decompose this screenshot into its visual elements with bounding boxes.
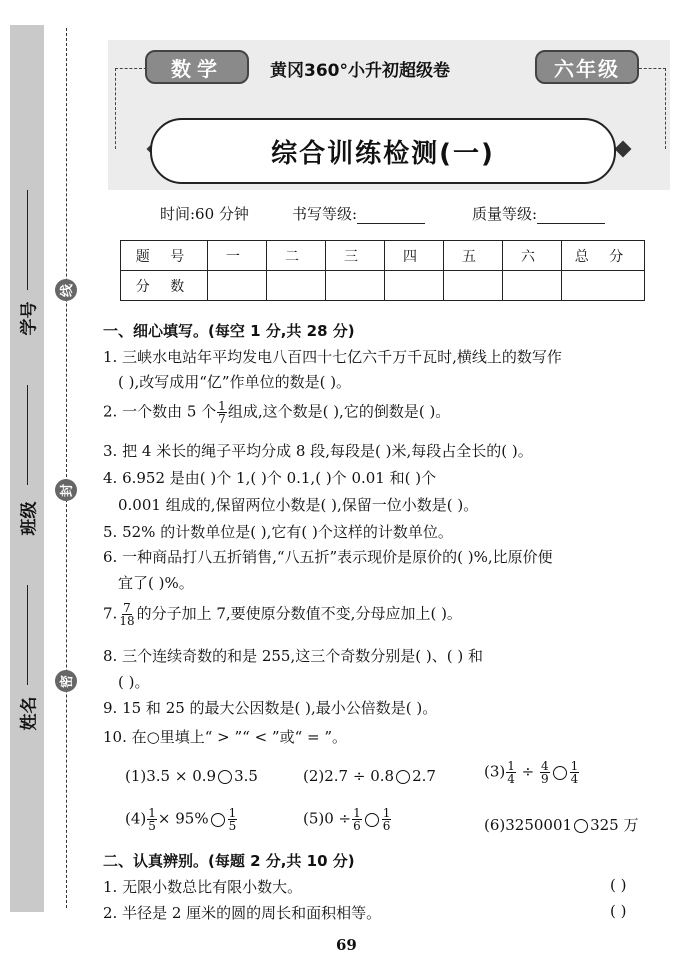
fraction-denominator: 18 bbox=[119, 614, 135, 628]
score-header-row bbox=[121, 241, 645, 271]
score-cell[interactable] bbox=[326, 271, 385, 301]
compare-circle[interactable] bbox=[211, 813, 225, 827]
question-10: 10. 在○里填上“ > ”“ < ”或“ = ”。 bbox=[103, 728, 348, 746]
fraction-denominator: 5 bbox=[228, 819, 237, 833]
compare-circle[interactable] bbox=[396, 770, 410, 784]
score-cell[interactable] bbox=[562, 271, 645, 301]
fraction-numerator: 1 bbox=[148, 806, 156, 820]
quality-grade bbox=[472, 203, 605, 224]
score-header-cell: 四 bbox=[385, 241, 444, 271]
compare-left: (5)0 ÷ bbox=[303, 809, 352, 828]
compare-left: (2)2.7 ÷ 0.8 bbox=[303, 767, 395, 785]
fraction-denominator: 7 bbox=[218, 412, 226, 426]
compare-left: (3) bbox=[484, 762, 506, 781]
fraction-numerator: 1 bbox=[228, 806, 237, 820]
series-title: 黄冈360°小升初超级卷 bbox=[270, 61, 450, 81]
judge-question-2: 2. 半径是 2 厘米的圆的周长和面积相等。 bbox=[103, 904, 382, 922]
question-3: 3. 把 4 米长的绳子平均分成 8 段,每段是( )米,每段占全长的( )。 bbox=[103, 442, 533, 460]
fraction-numerator: 4 bbox=[541, 759, 549, 773]
fraction-1-5 bbox=[228, 807, 238, 832]
fraction-numerator: 1 bbox=[218, 399, 226, 413]
score-header-cell: 五 bbox=[444, 241, 503, 271]
question-7 bbox=[103, 602, 462, 627]
compare-item-5 bbox=[303, 807, 392, 832]
question-7-number: 7. bbox=[103, 604, 118, 623]
student-id-field[interactable] bbox=[27, 190, 28, 290]
class-label: 班级 bbox=[19, 501, 40, 536]
fraction-denominator: 4 bbox=[507, 772, 515, 786]
question-2-text-b: 组成,这个数是( ),它的倒数是( )。 bbox=[227, 402, 451, 421]
fraction-1-7 bbox=[217, 400, 227, 425]
compare-item-2 bbox=[303, 767, 436, 785]
question-2-text-a: 2. 一个数由 5 个 bbox=[103, 402, 217, 421]
question-8-line-2: ( )。 bbox=[118, 673, 150, 691]
section-1-title: 一、细心填写。(每空 1 分,共 28 分) bbox=[103, 322, 355, 340]
subject-badge: 数学 bbox=[145, 50, 249, 84]
compare-item-1 bbox=[125, 767, 258, 785]
judge-answer-2[interactable]: ( ) bbox=[610, 902, 627, 920]
fraction-1-5 bbox=[147, 807, 157, 832]
binding-dashed-line bbox=[66, 28, 67, 908]
question-9: 9. 15 和 25 的最大公因数是( ),最小公倍数是( )。 bbox=[103, 699, 438, 717]
question-6-line-1: 6. 一种商品打八五折销售,“八五折”表示现价是原价的( )%,比原价便 bbox=[103, 548, 553, 566]
compare-left-tail: × 95% bbox=[157, 809, 209, 828]
question-4-line-2: 0.001 组成的,保留两位小数是( ),保留一位小数是( )。 bbox=[118, 496, 479, 514]
fraction-1-4 bbox=[570, 760, 580, 785]
compare-right: 2.7 bbox=[412, 767, 436, 785]
score-header-cell: 三 bbox=[326, 241, 385, 271]
fraction-1-6 bbox=[382, 807, 392, 832]
name-label: 姓名 bbox=[19, 696, 40, 731]
compare-left: (6)3250001 bbox=[484, 816, 573, 834]
fraction-1-6 bbox=[352, 807, 362, 832]
fraction-numerator: 1 bbox=[507, 759, 515, 773]
writing-grade-label: 书写等级: bbox=[292, 205, 358, 223]
fraction-1-4 bbox=[506, 760, 516, 785]
fraction-denominator: 9 bbox=[541, 772, 549, 786]
seal-secret-marker: 密 bbox=[55, 670, 77, 692]
fraction-numerator: 1 bbox=[570, 759, 579, 773]
compare-item-6 bbox=[484, 814, 638, 835]
score-cell[interactable] bbox=[208, 271, 267, 301]
name-field[interactable] bbox=[27, 585, 28, 685]
judge-answer-1[interactable]: ( ) bbox=[610, 876, 627, 894]
seal-seal-marker: 封 bbox=[55, 479, 77, 501]
compare-right: 325 万 bbox=[590, 816, 639, 834]
score-header-cell: 六 bbox=[503, 241, 562, 271]
exam-title: 综合训练检测(一) bbox=[150, 118, 616, 184]
score-value-row bbox=[121, 271, 645, 301]
fraction-denominator: 4 bbox=[570, 772, 579, 786]
compare-right: 3.5 bbox=[234, 767, 258, 785]
fraction-4-9 bbox=[540, 760, 550, 785]
score-header-cell: 二 bbox=[267, 241, 326, 271]
writing-grade-field[interactable] bbox=[357, 209, 425, 224]
time-limit: 时间:60 分钟 bbox=[160, 205, 249, 223]
fraction-denominator: 6 bbox=[382, 819, 391, 833]
fraction-7-18 bbox=[118, 602, 135, 627]
fraction-denominator: 6 bbox=[353, 819, 361, 833]
fraction-denominator: 5 bbox=[148, 819, 156, 833]
fraction-numerator: 1 bbox=[353, 806, 361, 820]
question-2 bbox=[103, 400, 450, 425]
seal-line-marker: 线 bbox=[55, 279, 77, 301]
class-field[interactable] bbox=[27, 385, 28, 485]
score-header-cell: 一 bbox=[208, 241, 267, 271]
writing-grade bbox=[292, 203, 425, 224]
score-header-cell: 题 号 bbox=[121, 241, 208, 271]
student-id-label: 学号 bbox=[19, 301, 40, 336]
question-4-line-1: 4. 6.952 是由( )个 1,( )个 0.1,( )个 0.01 和( )个 bbox=[103, 469, 437, 487]
compare-item-3: (3) $\frac{1}{4}$ ÷ $\frac{4}{9}$ $\frac{1}{4}$ bbox=[484, 759, 579, 786]
question-1-line-1: 1. 三峡水电站年平均发电八百四十七亿六千万千瓦时,横线上的数写作 bbox=[103, 348, 562, 366]
compare-circle[interactable] bbox=[553, 766, 567, 780]
score-cell[interactable] bbox=[385, 271, 444, 301]
score-row-label: 分 数 bbox=[121, 271, 208, 301]
question-6-line-2: 宜了( )%。 bbox=[118, 574, 194, 592]
fraction-numerator: 7 bbox=[123, 601, 131, 615]
quality-grade-field[interactable] bbox=[537, 209, 605, 224]
question-1-line-2: ( ),改写成用“亿”作单位的数是( )。 bbox=[118, 373, 352, 391]
score-header-cell: 总 分 bbox=[562, 241, 645, 271]
compare-item-4 bbox=[125, 807, 238, 832]
question-5: 5. 52% 的计数单位是( ),它有( )个这样的计数单位。 bbox=[103, 523, 453, 541]
compare-left: (1)3.5 × 0.9 bbox=[125, 767, 217, 785]
fraction-numerator: 1 bbox=[382, 806, 391, 820]
section-2-title: 二、认真辨别。(每题 2 分,共 10 分) bbox=[103, 852, 355, 870]
score-cell[interactable] bbox=[503, 271, 562, 301]
compare-left: (4) bbox=[125, 809, 147, 828]
compare-circle[interactable] bbox=[574, 819, 588, 833]
question-8-line-1: 8. 三个连续奇数的和是 255,这三个奇数分别是( )、( ) 和 bbox=[103, 647, 483, 665]
judge-question-1: 1. 无限小数总比有限小数大。 bbox=[103, 878, 303, 896]
grade-badge: 六年级 bbox=[535, 50, 639, 84]
quality-grade-label: 质量等级: bbox=[472, 205, 538, 223]
score-cell[interactable] bbox=[267, 271, 326, 301]
page-number: 69 bbox=[336, 936, 357, 954]
compare-circle[interactable] bbox=[365, 813, 379, 827]
score-table bbox=[120, 240, 645, 301]
score-cell[interactable] bbox=[444, 271, 503, 301]
compare-circle[interactable] bbox=[218, 770, 232, 784]
question-7-text: 的分子加上 7,要使原分数值不变,分母应加上( )。 bbox=[136, 604, 462, 623]
